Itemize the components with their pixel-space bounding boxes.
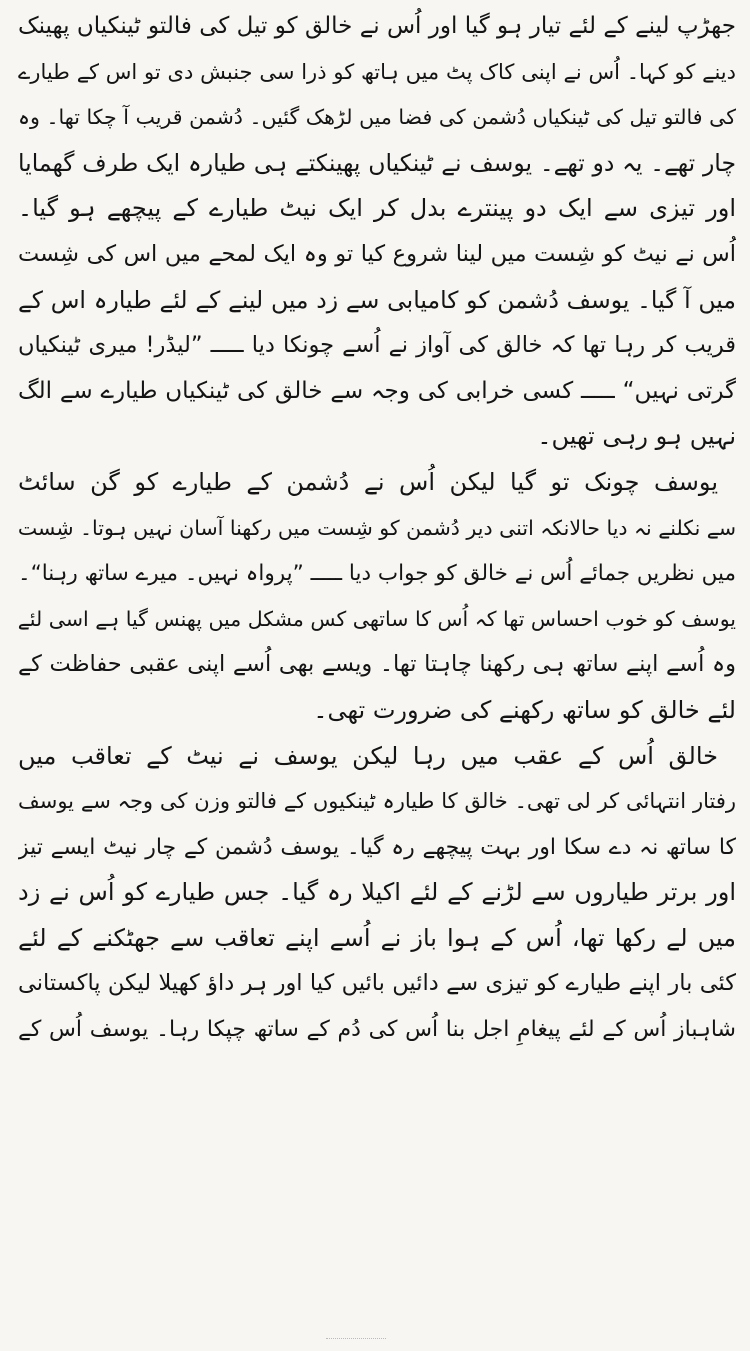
paragraph-3 xyxy=(18,734,736,1053)
text-line: لئے خالق کو ساتھ رکھنے کی ضرورت تھی۔ xyxy=(313,695,736,724)
text-line: کئی بار اپنے طیارے کو تیزی سے دائیں بائیں کیا اور ہر داؤ کھیلا لیکن پاکستانی xyxy=(18,970,736,997)
text-line: سے نکلنے نہ دیا حالانکہ اتنی دیر دُشمن کو شِست میں رکھنا آسان نہیں ہوتا۔ شِست xyxy=(18,515,736,540)
text-line: دینے کو کہا۔ اُس نے اپنی کاک پٹ میں ہاتھ کو ذرا سی جنبش دی تو اس کے طیارے xyxy=(18,59,736,84)
text-line: یوسف چونک تو گیا لیکن اُس نے دُشمن کے طیارے کو گن سائٹ xyxy=(18,467,718,496)
text-line: قریب کر رہا تھا کہ خالق کی آواز نے اُسے چونکا دیا ـــــ ”لیڈر! میری ٹینکیاں xyxy=(18,332,736,359)
paragraph-1 xyxy=(18,4,736,460)
text-line: چار تھے۔ یہ دو تھے۔ یوسف نے ٹینکیاں پھینکتے ہی طیارہ ایک طرف گھمایا xyxy=(18,148,736,177)
page-text xyxy=(18,4,736,1053)
text-line: اور برتر طیاروں سے لڑنے کے لئے اکیلا رہ گیا۔ جس طیارے کو اُس نے زد xyxy=(18,878,736,907)
text-line: یوسف کو خوب احساس تھا کہ اُس کا ساتھی کس مشکل میں پھنس گیا ہے اسی لئے xyxy=(18,606,736,631)
text-line: کی فالتو تیل کی ٹینکیاں دُشمن کی فضا میں لڑھک گئیں۔ دُشمن قریب آ چکا تھا۔ وہ xyxy=(18,105,736,130)
text-line: گرتی نہیں“ ـــــ کسی خرابی کی وجہ سے خالق کی ٹینکیاں طیارے سے الگ xyxy=(18,377,736,404)
page-bottom-mark xyxy=(326,1338,386,1347)
text-line: وہ اُسے اپنے ساتھ ہی رکھنا چاہتا تھا۔ ویسے بھی اُسے اپنی عقبی حفاظت کے xyxy=(18,651,736,678)
text-line: جھڑپ لینے کے لئے تیار ہو گیا اور اُس نے خالق کو تیل کی فالتو ٹینکیاں پھینک xyxy=(18,13,736,39)
text-line: خالق اُس کے عقب میں رہا لیکن یوسف نے نیٹ کے تعاقب میں xyxy=(18,741,718,770)
text-line: میں نظریں جمائے اُس نے خالق کو جواب دیا ـــــ ”پرواہ نہیں۔ میرے ساتھ رہنا“۔ xyxy=(18,561,736,587)
text-line: میں لے رکھا تھا، اُس کے ہوا باز نے اُسے اپنے تعاقب سے جھٹکنے کے لئے xyxy=(18,923,736,952)
text-line: کا ساتھ نہ دے سکا اور بہت پیچھے رہ گیا۔ یوسف دُشمن کے چار نیٹ ایسے تیز xyxy=(18,834,736,860)
text-line: نہیں ہو رہی تھیں۔ xyxy=(537,422,736,451)
paragraph-2 xyxy=(18,460,736,734)
text-line: اور تیزی سے ایک دو پینترے بدل کر ایک نیٹ طیارے کے پیچھے ہو گیا۔ xyxy=(18,194,736,223)
text-line: اُس نے نیٹ کو شِست میں لینا شروع کیا تو وہ ایک لمحے میں اس کی شِست xyxy=(18,240,736,267)
text-line: رفتار انتہائی کر لی تھی۔ خالق کا طیارہ ٹینکیوں کے فالتو وزن کی وجہ سے یوسف xyxy=(18,789,736,814)
text-line: میں آ گیا۔ یوسف دُشمن کو کامیابی سے زد میں لینے کے لئے طیارہ اس کے xyxy=(18,285,736,314)
text-line: شاہباز اُس کے لئے پیغامِ اجل بنا اُس کی دُم کے ساتھ چپکا رہا۔ یوسف اُس کے xyxy=(18,1017,736,1043)
